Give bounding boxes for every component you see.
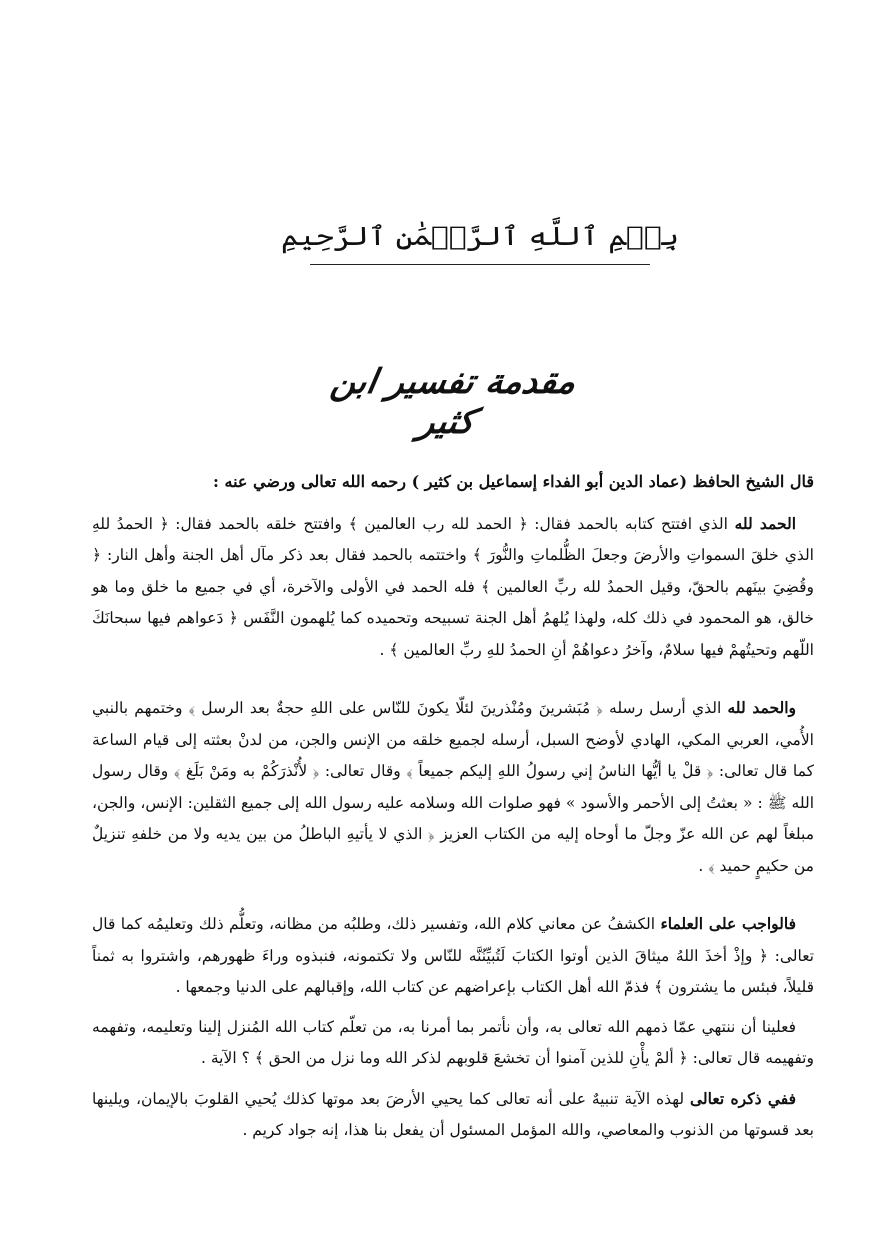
paragraph-text: فعلينا أن ننتهي عمّا ذمهم الله تعالى به، وأن نأتمر بما أمرنا به، من تعلّم كتاب الله المُنزل إلينا وتعليمه، وتفهمه وتفهيمه قال تعالى: ﴿ ألمْ يأْنِ للذين آمنوا أن تخشعَ قلوبهم لذكر الله وما نزل من الحق ﴾ ؟ الآية . — [92, 1017, 814, 1067]
paragraph-lead: فالواجب على العلماء — [660, 914, 797, 933]
paragraph-1 — [92, 508, 814, 667]
paragraph-lead: والحمد لله — [727, 698, 796, 717]
paragraph-text: الذي أرسل رسله ﴿ مُبَشرينَ ومُنْذرينَ لئلّا يكونَ للنّاس على اللهِ حجةٌ بعد الرسل ﴾ وختمهم بالنبي الأُمي، العربي المكي، الهادي لأوضح السبل، أرسله لجميع خلقه من الإنس والجن، من لدنْ بعثته إلى قيام الساعة كما قال تعالى: ﴿ قلْ يا أيُّها الناسُ إني رسولُ اللهِ إليكم جميعاً ﴾ وقال تعالى: ﴿ لأُنْذرَكُمْ به ومَنْ بَلَغ ﴾ وقال رسول الله ﷺ : « بعثتُ إلى الأحمر والأسود » فهو صلوات الله وسلامه عليه رسول الله إلى جميع الثقلين: الإنس، والجن، مبلغاً لهم عن الله عزّ وجلّ ما أوحاه إليه من الكتاب العزيز ﴿ الذي لا يأتيهِ الباطلُ من بين يديه ولا من خلفهِ تنزيلٌ من حكيمٍ حميد ﴾ . — [92, 699, 814, 875]
paragraph-text: الكشفُ عن معاني كلام الله، وتفسير ذلك، وطلبُه من مظانه، وتعلُّم ذلك وتعليمُه كما قال تعالى: ﴿ وإذْ أخذَ اللهُ ميثاقَ الذين أوتوا الكتابَ لَتُبيِّنُنَّه للنّاس ولا تكتمونه، فنبذوه وراءَ ظهورهم، واشتروا به ثمناً قليلاً، فبئس ما يشترون ﴾ فذمّ الله أهل الكتاب بإعراضهم عن كتاب الله، وإقبالهم على الدنيا وجمعها . — [92, 915, 814, 996]
chapter-title-text: مقدمة تفسير ابن كثير — [327, 362, 580, 442]
paragraph-2 — [92, 692, 814, 882]
paragraph-lead: ففي ذكره تعالى — [690, 1088, 796, 1108]
paragraph-4 — [92, 1012, 814, 1075]
page-body — [92, 466, 814, 1147]
basmala-text: بِسۡمِ ٱللَّهِ ٱلرَّحۡمَٰنِ ٱلرَّحِيمِ — [280, 222, 680, 252]
paragraph-text: لهذه الآية تنبيهٌ على أنه تعالى كما يحيي الأرضَ بعد موتها كذلك يُحيي القلوبَ بالإيمان، ويلينها بعد قسوتها من الذنوب والمعاصي، والله المؤمل المسئول أن يفعل بنا هذا، إنه جواد كريم . — [92, 1089, 814, 1139]
paragraph-3 — [92, 908, 814, 1004]
basmala-heading — [280, 222, 680, 282]
paragraph-text: الذي افتتح كتابه بالحمد فقال: ﴿ الحمد لله رب العالمين ﴾ وافتتح خلقه بالحمد فقال: ﴿ الحمدُ للهِ الذي خلقَ السمواتِ والأرضَ وجعلَ الظُّلماتِ والنُّورَ ﴾ واختتمه بالحمد فقال بعد ذكر مآل أهل الجنة وأهل النار: ﴿ وقُضِيَ بينَهم بالحقّ، وقيل الحمدُ لله ربِّ العالمين ﴾ فله الحمد في الأولى والآخرة، أي في جميع ما خلق وما هو خالق، هو المحمود في ذلك كله، ولهذا يُلهمُ أهل الجنة تسبيحه وتحميده كما يُلهمون النَّفَس ﴿ دَعواهم فيها سبحانَكَ اللّهم وتحيتُهمْ فيها سلامٌ، وآخرُ دعواهُمْ أنِ الحمدُ للهِ ربِّ العالمين ﴾ . — [92, 514, 814, 659]
paragraph-5 — [92, 1083, 814, 1147]
chapter-title — [310, 362, 590, 442]
paragraph-lead: الحمد لله — [734, 513, 796, 533]
intro-line: قال الشيخ الحافظ (عماد الدين أبو الفداء إسماعيل بن كثير ) رحمه الله تعالى ورضي عنه : — [213, 472, 814, 491]
basmala-stroke — [310, 264, 650, 265]
